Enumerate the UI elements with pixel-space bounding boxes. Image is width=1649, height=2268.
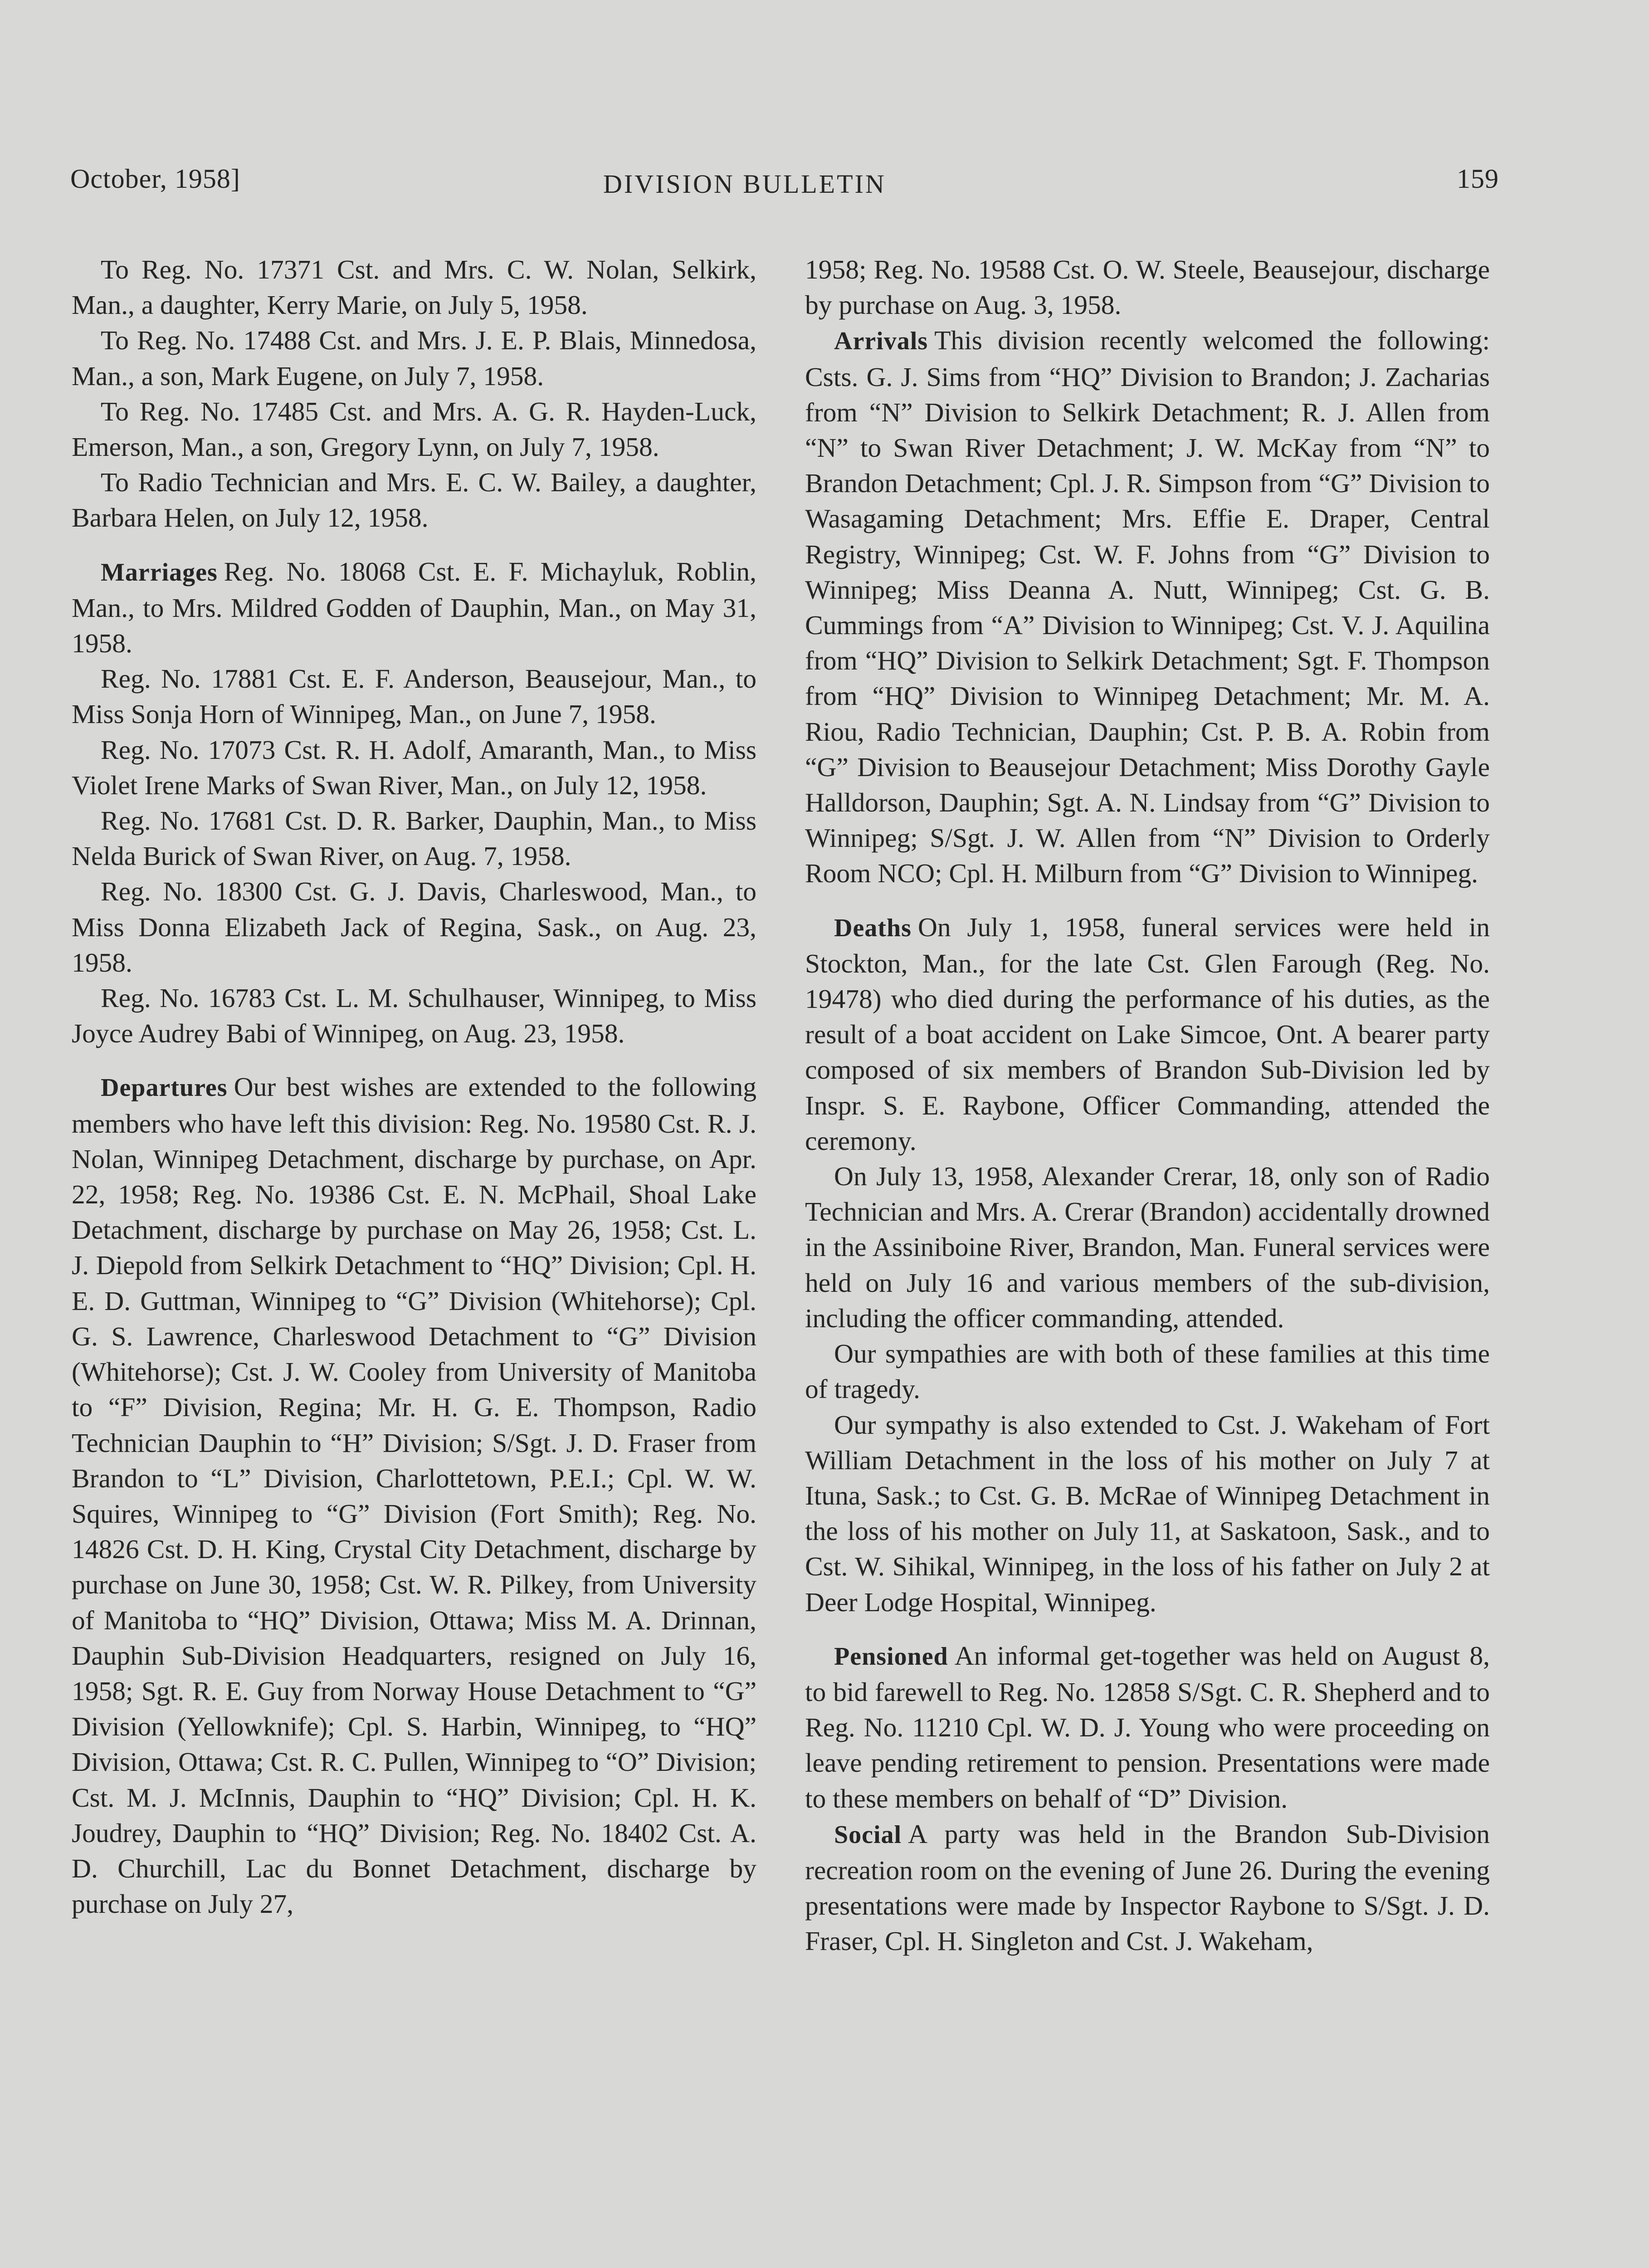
paragraph-text: Reg. No. 17073 Cst. R. H. Adolf, Amaranth, Man., to Miss Violet Irene Marks of Swan River, Man., on July 12, 1958. xyxy=(72,734,756,800)
paragraph-text: Reg. No. 18068 Cst. E. F. Michayluk, Roblin, Man., to Mrs. Mildred Godden of Dauphin, Man., on May 31, 1958. xyxy=(72,556,756,659)
section-deaths xyxy=(805,909,1490,1158)
paragraph xyxy=(72,732,756,803)
paragraph-text: Our sympathy is also extended to Cst. J. Wakeham of Fort William Detachment in the loss of his mother on July 7 at Ituna, Sask.; to Cst. G. B. McRae of Winnipeg Detachment in the loss of his mother on July 11, at Saskatoon, Sask., and to Cst. W. Sihikal, Winnipeg, in the loss of his father on July 2 at Deer Lodge Hospital, Winnipeg. xyxy=(805,1409,1490,1617)
section-heading: Social xyxy=(834,1820,902,1849)
paragraph xyxy=(72,394,756,464)
page-number: 159 xyxy=(1457,164,1499,194)
right-column xyxy=(805,252,1490,1959)
paragraph-text: Our sympathies are with both of these families at this time of tragedy. xyxy=(805,1339,1490,1404)
running-title: DIVISION BULLETIN xyxy=(603,169,886,199)
paragraph-text: Reg. No. 16783 Cst. L. M. Schulhauser, Winnipeg, to Miss Joyce Audrey Babi of Winnipeg, on Aug. 23, 1958. xyxy=(72,983,756,1049)
paragraph-text: A party was held in the Brandon Sub-Division recreation room on the evening of June 26. During the evening presentations were made by Inspector Raybone to S/Sgt. J. D. Fraser, Cpl. H. Singleton and Cst. J. Wakeham, xyxy=(805,1818,1490,1956)
paragraph xyxy=(72,874,756,980)
section-heading: Pensioned xyxy=(834,1642,948,1671)
section-heading: Arrivals xyxy=(834,327,928,356)
paragraph-continued xyxy=(805,252,1490,323)
section-heading: Marriages xyxy=(101,558,218,587)
section-heading: Departures xyxy=(101,1074,228,1102)
section-social xyxy=(805,1816,1490,1959)
section-pensioned xyxy=(805,1638,1490,1816)
section-arrivals xyxy=(805,323,1490,891)
paragraph-text: To Reg. No. 17371 Cst. and Mrs. C. W. Nolan, Selkirk, Man., a daughter, Kerry Marie, on July 5, 1958. xyxy=(72,254,756,320)
paragraph xyxy=(72,661,756,732)
paragraph xyxy=(72,252,756,323)
paragraph-text: To Reg. No. 17485 Cst. and Mrs. A. G. R. Hayden-Luck, Emerson, Man., a son, Gregory Lynn, on July 7, 1958. xyxy=(72,396,756,462)
section-marriages xyxy=(72,554,756,661)
paragraph xyxy=(72,803,756,874)
left-column xyxy=(72,252,756,1921)
paragraph-text: Reg. No. 17681 Cst. D. R. Barker, Dauphin, Man., to Miss Nelda Burick of Swan River, on Aug. 7, 1958. xyxy=(72,806,756,871)
paragraph-text: Our best wishes are extended to the following members who have left this division: Reg. No. 19580 Cst. R. J. Nolan, Winnipeg Detachment, discharge by purchase, on Apr. 22, 1958; Reg. No. 19386 Cst. E. N. McPhail, Shoal Lake Detachment, discharge by purchase on May 26, 1958; Cst. L. J. Diepold from Selkirk Detachment to “HQ” Division; Cpl. H. E. D. Guttman, Winnipeg to “G” Division (Whitehorse); Cpl. G. S. Lawrence, Charleswood Detachment to “G” Division (Whitehorse); Cst. J. W. Cooley from University of Manitoba to “F” Division, Regina; Mr. H. G. E. Thompson, Radio Technician Dauphin to “H” Division; S/Sgt. J. D. Fraser from Brandon to “L” Division, Charlottetown, P.E.I.; Cpl. W. W. Squires, Winnipeg to “G” Division (Fort Smith); Reg. No. 14826 Cst. D. H. King, Crystal City Detachment, discharge by purchase on June 30, 1958; Cst. W. R. Pilkey, from University of Manitoba to “HQ” Division, Ottawa; Miss M. A. Drinnan, Dauphin Sub-Division Headquarters, resigned on July 16, 1958; Sgt. R. E. Guy from Norway House Detachment to “G” Division (Yellowknife); Cpl. S. Harbin, Winnipeg, to “HQ” Division, Ottawa; Cst. R. C. Pullen, Winnipeg to “O” Division; Cst. M. J. McInnis, Dauphin to “HQ” Division; Cpl. H. K. Joudrey, Dauphin to “HQ” Division; Reg. No. 18402 Cst. A. D. Churchill, Lac du Bonnet Detachment, discharge by purchase on July 27, xyxy=(72,1072,756,1919)
paragraph-text: To Radio Technician and Mrs. E. C. W. Bailey, a daughter, Barbara Helen, on July 12, 1958. xyxy=(72,467,756,533)
paragraph-text: On July 1, 1958, funeral services were held in Stockton, Man., for the late Cst. Glen Farough (Reg. No. 19478) who died during the performance of his duties, as the result of a boat accident on Lake Simcoe, Ont. A bearer party composed of six members of Brandon Sub-Division led by Inspr. S. E. Raybone, Officer Commanding, attended the ceremony. xyxy=(805,912,1490,1156)
issue-date: October, 1958] xyxy=(70,164,240,194)
paragraph-text: 1958; Reg. No. 19588 Cst. O. W. Steele, Beausejour, discharge by purchase on Aug. 3, 1958. xyxy=(805,254,1490,320)
paragraph xyxy=(805,1407,1490,1620)
paragraph xyxy=(805,1336,1490,1407)
paragraph xyxy=(805,1158,1490,1336)
paragraph-text: Reg. No. 18300 Cst. G. J. Davis, Charleswood, Man., to Miss Donna Elizabeth Jack of Regina, Sask., on Aug. 23, 1958. xyxy=(72,876,756,978)
paragraph-text: An informal get-together was held on August 8, to bid farewell to Reg. No. 12858 S/Sgt. C. R. Shepherd and to Reg. No. 11210 Cpl. W. D. J. Young who were proceeding on leave pending retirement to pension. Presentations were made to these members on behalf of “D” Division. xyxy=(805,1640,1490,1813)
paragraph-text: This division recently welcomed the following: Csts. G. J. Sims from “HQ” Division to Brandon; J. Zacharias from “N” Division to Selkirk Detachment; R. J. Allen from “N” to Swan River Detachment; J. W. McKay from “N” to Brandon Detachment; Cpl. J. R. Simpson from “G” Division to Wasagaming Detachment; Mrs. Effie E. Draper, Central Registry, Winnipeg; Cst. W. F. Johns from “G” Division to Winnipeg; Miss Deanna A. Nutt, Winnipeg; Cst. G. B. Cummings from “A” Division to Winnipeg; Cst. V. J. Aquilina from “HQ” Division to Selkirk Detachment; Sgt. F. Thompson from “HQ” Division to Winnipeg Detachment; Mr. M. A. Riou, Radio Technician, Dauphin; Cst. P. B. A. Robin from “G” Division to Beausejour Detachment; Miss Dorothy Gayle Halldorson, Dauphin; Sgt. A. N. Lindsay from “G” Division to Winnipeg; S/Sgt. J. W. Allen from “N” Division to Orderly Room NCO; Cpl. H. Milburn from “G” Division to Winnipeg. xyxy=(805,325,1490,889)
page-header xyxy=(70,163,1499,204)
paragraph xyxy=(72,464,756,535)
paragraph xyxy=(72,323,756,393)
section-departures xyxy=(72,1069,756,1921)
section-heading: Deaths xyxy=(834,914,912,942)
paragraph xyxy=(72,980,756,1051)
paragraph-text: To Reg. No. 17488 Cst. and Mrs. J. E. P. Blais, Minnedosa, Man., a son, Mark Eugene, on July 7, 1958. xyxy=(72,325,756,391)
paragraph-text: On July 13, 1958, Alexander Crerar, 18, only son of Radio Technician and Mrs. A. Crerar (Brandon) accidentally drowned in the Assiniboine River, Brandon, Man. Funeral services were held on July 16 and various members of the sub-division, including the officer commanding, attended. xyxy=(805,1161,1490,1333)
paragraph-text: Reg. No. 17881 Cst. E. F. Anderson, Beausejour, Man., to Miss Sonja Horn of Winnipeg, Man., on June 7, 1958. xyxy=(72,664,756,729)
